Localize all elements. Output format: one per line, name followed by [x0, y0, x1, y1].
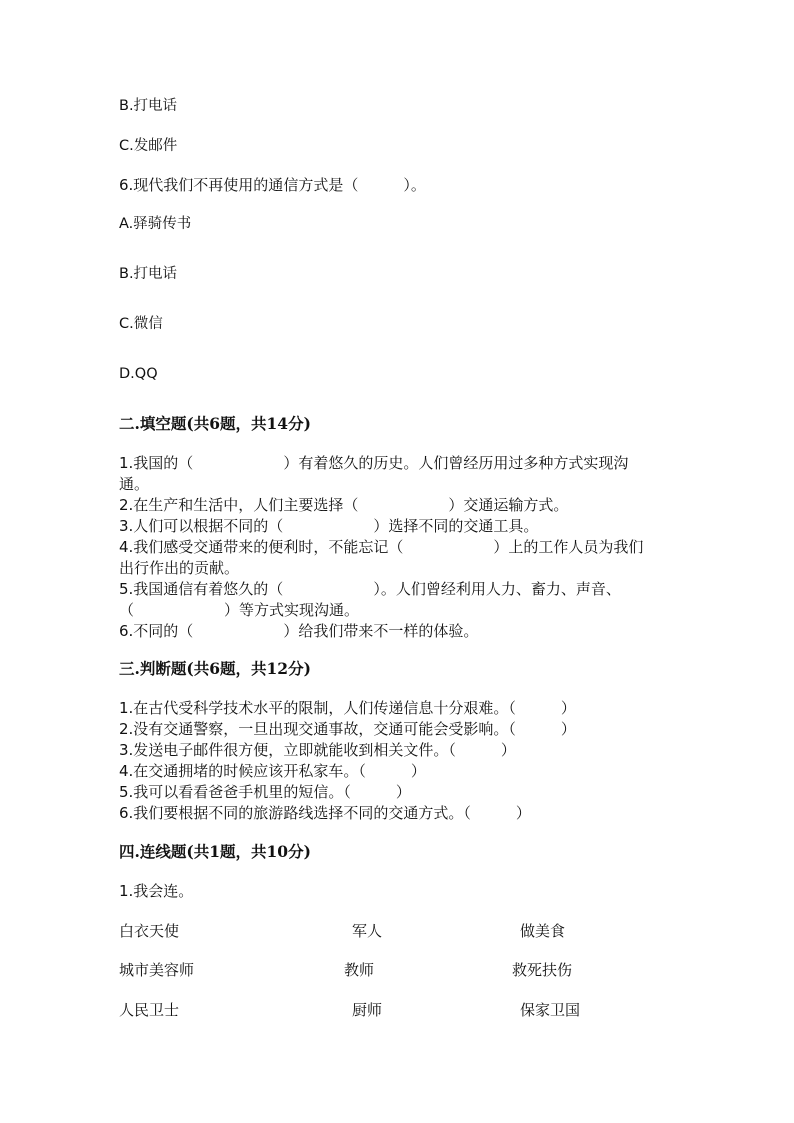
question-6-option-b: B.打电话	[119, 266, 178, 282]
true-false-line: 4.在交通拥堵的时候应该开私家车。（ ）	[119, 762, 426, 780]
matching-cell: 军人	[352, 922, 383, 940]
question-5-option-b: B.打电话	[119, 98, 178, 114]
fill-blank-line: 3.人们可以根据不同的（ ）选择不同的交通工具。	[119, 517, 539, 535]
matching-cell: 白衣天使	[119, 922, 180, 940]
matching-cell: 人民卫士	[119, 1001, 180, 1019]
question-6-option-d: D.QQ	[119, 366, 158, 382]
fill-blank-line: 4.我们感受交通带来的便利时，不能忘记（ ）上的工作人员为我们	[119, 538, 644, 556]
section-2-heading: 二.填空题(共6题，共14分)	[119, 414, 311, 433]
fill-blank-line: 通。	[119, 475, 150, 493]
fill-blank-line: 5.我国通信有着悠久的（ ）。人们曾经利用人力、畜力、声音、	[119, 580, 621, 598]
fill-blank-line: 1.我国的（ ）有着悠久的历史。人们曾经历用过多种方式实现沟	[119, 454, 629, 472]
true-false-line: 6.我们要根据不同的旅游路线选择不同的交通方式。（ ）	[119, 804, 531, 822]
matching-cell: 厨师	[352, 1001, 383, 1019]
fill-blank-line: （ ）等方式实现沟通。	[119, 601, 360, 619]
matching-cell: 教师	[344, 961, 375, 979]
true-false-line: 1.在古代受科学技术水平的限制，人们传递信息十分艰难。（ ）	[119, 699, 576, 717]
true-false-line: 2.没有交通警察，一旦出现交通事故，交通可能会受影响。（ ）	[119, 720, 576, 738]
matching-cell: 救死扶伤	[512, 961, 573, 979]
true-false-line: 5.我可以看看爸爸手机里的短信。（ ）	[119, 783, 411, 801]
fill-blank-line: 6.不同的（ ）给我们带来不一样的体验。	[119, 622, 479, 640]
question-5-option-c: C.发邮件	[119, 138, 178, 154]
section-3-heading: 三.判断题(共6题，共12分)	[119, 659, 311, 678]
question-6-stem: 6.现代我们不再使用的通信方式是（ ）。	[119, 176, 426, 194]
true-false-line: 3.发送电子邮件很方便，立即就能收到相关文件。（ ）	[119, 741, 516, 759]
question-6-option-a: A.驿骑传书	[119, 216, 192, 232]
matching-question: 1.我会连。	[119, 882, 194, 900]
fill-blank-line: 2.在生产和生活中，人们主要选择（ ）交通运输方式。	[119, 496, 569, 514]
fill-blank-line: 出行作出的贡献。	[119, 559, 240, 577]
question-6-option-c: C.微信	[119, 316, 163, 332]
matching-cell: 做美食	[520, 922, 566, 940]
matching-cell: 城市美容师	[119, 961, 195, 979]
matching-cell: 保家卫国	[520, 1001, 581, 1019]
section-4-heading: 四.连线题(共1题，共10分)	[119, 842, 311, 861]
